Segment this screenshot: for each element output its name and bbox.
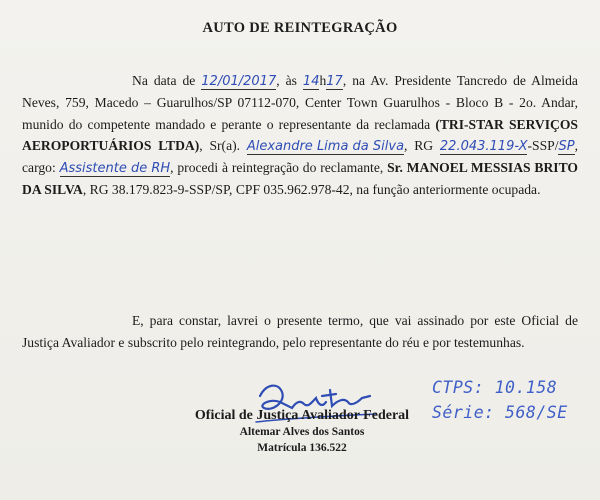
p1-text-1: Na data de xyxy=(132,73,202,88)
p1-text-4: , na Av. Presidente Tancredo de Almeida Neves, 759, Macedo – Guarulhos/SP 07112-070, Center Town Guarulhos - Bloco B - 2o. Andar, munido do competente mandado e perante o representante da reclamada xyxy=(22,73,578,132)
p1-text-10: , RG 38.179.823-9-SSP/SP, CPF 035.962.978-42, na função anteriormente ocupada. xyxy=(82,181,541,197)
signatory-registration: Matrícula 136.522 xyxy=(257,442,347,454)
employee-name: Sr. MANOEL MESSIAS BRITO DA SILVA xyxy=(22,160,578,197)
rg-handwritten: 22.043.119-X xyxy=(439,139,528,155)
p1-text-5: , Sr(a). xyxy=(199,138,247,154)
signatory-role: Oficial de Justiça Avaliador Federal xyxy=(194,408,410,423)
closing-text: E, para constar, lavrei o presente termo, que vai assinado por este Oficial de Justiça Avaliador e subscrito pelo reintegrando, pelo representante do réu e por testemunhas. xyxy=(22,313,578,350)
date-handwritten: 12/01/2017 xyxy=(201,74,277,89)
ctps-serie: Série: 568/SE xyxy=(432,403,568,422)
p1-text-9: , procedi à reintegração do reclamante, xyxy=(170,160,388,176)
uf-handwritten: SP xyxy=(558,139,575,155)
minute-handwritten: 17 xyxy=(326,74,343,89)
ctps-number: CTPS: 10.158 xyxy=(432,378,558,397)
closing-paragraph xyxy=(22,310,578,354)
role-handwritten: Assistente de RH xyxy=(59,161,171,177)
ctps-annotation xyxy=(432,375,568,425)
p1-text-2: , às xyxy=(276,73,303,88)
main-paragraph xyxy=(22,70,578,201)
hour-handwritten: 14 xyxy=(302,74,320,89)
p1-text-3: h xyxy=(319,73,327,88)
company-name: (TRI-STAR SERVIÇOS AEROPORTUÁRIOS LTDA) xyxy=(22,116,578,154)
p1-text-8: , cargo: xyxy=(22,138,578,176)
document-title: AUTO DE REINTEGRAÇÃO xyxy=(202,20,398,36)
signature-block xyxy=(182,408,422,456)
p1-text-6: , RG xyxy=(404,138,440,154)
representative-name-handwritten: Alexandre Lima da Silva xyxy=(246,139,405,155)
p1-text-7: -SSP/ xyxy=(527,138,559,154)
signatory-name: Altemar Alves dos Santos xyxy=(239,426,365,438)
